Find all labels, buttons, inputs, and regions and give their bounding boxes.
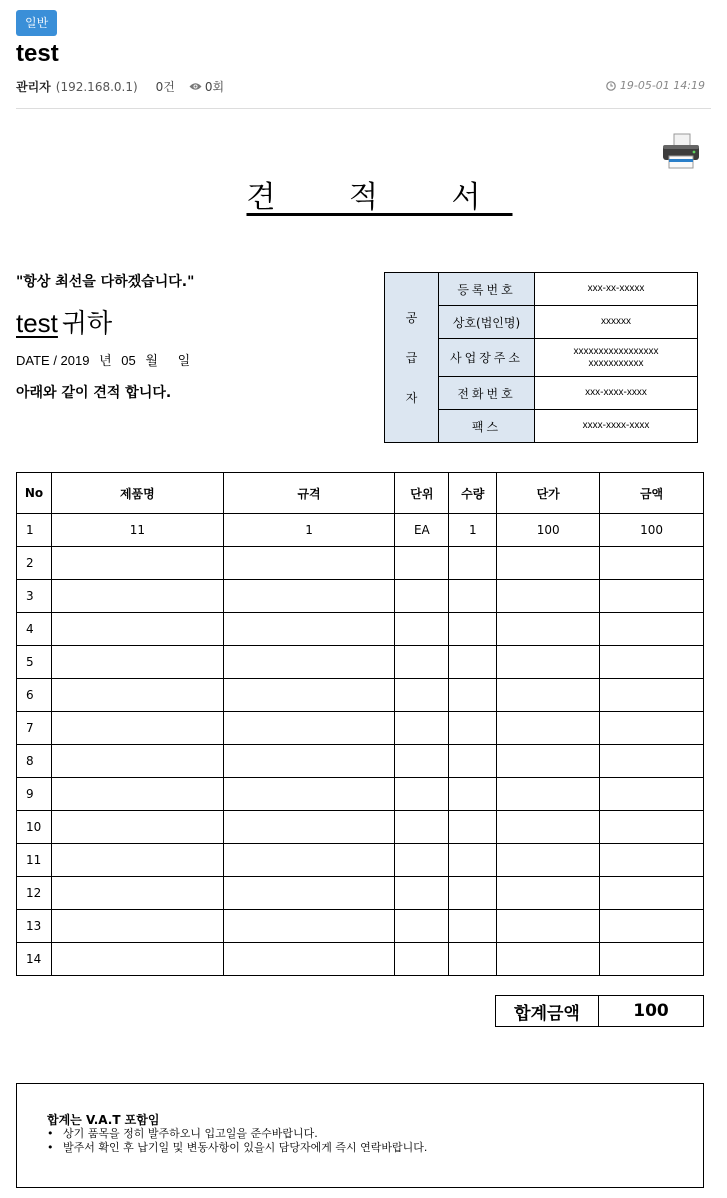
table-row [17, 679, 704, 712]
supplier-value: xxxx-xxxx-xxxx [535, 410, 698, 443]
items-table [16, 472, 704, 976]
supplier-char: 공 [405, 310, 418, 325]
comment-count: 0건 [155, 80, 175, 94]
date-month-unit: 월 [145, 353, 158, 368]
recipient-honorific: 귀하 [61, 309, 113, 339]
table-row [17, 646, 704, 679]
cell-col-spec [223, 778, 395, 811]
cell-col-product [51, 613, 223, 646]
date-year-unit: 년 [99, 353, 112, 368]
supplier-value: xxxxxx [535, 306, 698, 339]
total-table [495, 995, 704, 1027]
table-row [17, 811, 704, 844]
cell-col-no: 9 [17, 778, 52, 811]
header-col-price: 단가 [497, 473, 600, 514]
cell-col-qty [449, 844, 497, 877]
post-date-value: 19-05-01 14:19 [619, 79, 705, 92]
cell-col-no: 7 [17, 712, 52, 745]
notes-box [16, 1083, 704, 1188]
header-col-spec: 규격 [223, 473, 395, 514]
cell-col-product: 11 [51, 514, 223, 547]
cell-col-no: 13 [17, 910, 52, 943]
post-meta [16, 78, 224, 95]
supplier-label: 등록번호 [439, 273, 535, 306]
cell-col-amount [600, 679, 704, 712]
table-row [17, 844, 704, 877]
document-title-text: 견 적 서 [246, 180, 513, 215]
notes-item: • 발주서 확인 후 납기일 및 변동사항이 있을시 담당자에게 즉시 연락바랍니다. [47, 1141, 703, 1155]
cell-col-no: 11 [17, 844, 52, 877]
author-name[interactable]: 관리자 [16, 80, 51, 94]
cell-col-unit [395, 547, 449, 580]
table-row [17, 745, 704, 778]
cell-col-amount [600, 877, 704, 910]
notes-list [47, 1127, 703, 1155]
quote-intro: 아래와 같이 견적 합니다. [16, 385, 172, 401]
cell-col-amount [600, 646, 704, 679]
cell-col-product [51, 877, 223, 910]
cell-col-price [497, 778, 600, 811]
cell-col-qty [449, 580, 497, 613]
cell-col-unit [395, 646, 449, 679]
cell-col-price: 100 [497, 514, 600, 547]
cell-col-product [51, 547, 223, 580]
cell-col-no: 8 [17, 745, 52, 778]
cell-col-spec [223, 745, 395, 778]
cell-col-spec [223, 613, 395, 646]
cell-col-no: 3 [17, 580, 52, 613]
header-col-qty: 수량 [449, 473, 497, 514]
supplier-label: 사업장주소 [439, 339, 535, 377]
cell-col-amount [600, 811, 704, 844]
cell-col-amount [600, 943, 704, 976]
total-label: 합계금액 [496, 996, 599, 1027]
cell-col-unit: EA [395, 514, 449, 547]
table-row [17, 943, 704, 976]
cell-col-no: 1 [17, 514, 52, 547]
table-row [17, 613, 704, 646]
view-count-value: 0회 [204, 80, 225, 94]
cell-col-qty [449, 811, 497, 844]
items-header-row [17, 473, 704, 514]
cell-col-price [497, 943, 600, 976]
cell-col-unit [395, 679, 449, 712]
cell-col-spec [223, 910, 395, 943]
header-col-unit: 단위 [395, 473, 449, 514]
cell-col-unit [395, 580, 449, 613]
post-date [606, 79, 705, 92]
supplier-char: 자 [405, 390, 418, 405]
cell-col-product [51, 580, 223, 613]
cell-col-price [497, 712, 600, 745]
supplier-table [384, 272, 698, 443]
table-row [17, 910, 704, 943]
cell-col-product [51, 943, 223, 976]
cell-col-unit [395, 943, 449, 976]
cell-col-price [497, 547, 600, 580]
date-day-unit: 일 [177, 353, 191, 368]
supplier-label: 상호(법인명) [439, 306, 535, 339]
cell-col-product [51, 910, 223, 943]
date-month: 05 [121, 353, 136, 368]
cell-col-amount [600, 580, 704, 613]
cell-col-price [497, 910, 600, 943]
supplier-label: 전화번호 [439, 377, 535, 410]
cell-col-qty [449, 778, 497, 811]
post-title: test [16, 40, 59, 67]
cell-col-unit [395, 613, 449, 646]
notes-heading: 합계는 V.A.T 포함임 [47, 1113, 160, 1127]
cell-col-no: 12 [17, 877, 52, 910]
cell-col-no: 4 [17, 613, 52, 646]
cell-col-unit [395, 811, 449, 844]
cell-col-qty [449, 877, 497, 910]
cell-col-price [497, 844, 600, 877]
cell-col-amount [600, 778, 704, 811]
cell-col-price [497, 679, 600, 712]
clock-icon [606, 81, 616, 91]
recipient [16, 303, 112, 340]
cell-col-qty [449, 943, 497, 976]
cell-col-unit [395, 712, 449, 745]
cell-col-unit [395, 778, 449, 811]
total-value: 100 [599, 996, 704, 1027]
cell-col-no: 10 [17, 811, 52, 844]
author-ip: (192.168.0.1) [55, 79, 138, 94]
cell-col-qty [449, 712, 497, 745]
category-badge[interactable]: 일반 [16, 10, 57, 36]
cell-col-amount [600, 844, 704, 877]
cell-col-price [497, 811, 600, 844]
cell-col-price [497, 613, 600, 646]
cell-col-no: 6 [17, 679, 52, 712]
cell-col-amount [600, 712, 704, 745]
cell-col-amount [600, 745, 704, 778]
cell-col-no: 14 [17, 943, 52, 976]
cell-col-product [51, 646, 223, 679]
supplier-label: 팩스 [439, 410, 535, 443]
cell-col-spec [223, 844, 395, 877]
cell-col-amount [600, 613, 704, 646]
cell-col-spec [223, 679, 395, 712]
cell-col-spec [223, 877, 395, 910]
supplier-value: xxx-xx-xxxxx [535, 273, 698, 306]
cell-col-price [497, 646, 600, 679]
table-row [17, 580, 704, 613]
cell-col-no: 2 [17, 547, 52, 580]
cell-col-price [497, 580, 600, 613]
printer-icon[interactable] [660, 133, 702, 169]
table-row [17, 712, 704, 745]
supplier-value: xxxxxxxxxxxxxxxxx xxxxxxxxxxx [535, 339, 698, 377]
cell-col-amount [600, 910, 704, 943]
header-col-amount: 금액 [600, 473, 704, 514]
cell-col-product [51, 745, 223, 778]
notes-item: • 상기 품목을 정히 발주하오니 입고일을 준수바랍니다. [47, 1127, 703, 1141]
recipient-name: test [16, 308, 58, 338]
view-count [189, 78, 224, 95]
header-col-no: No [17, 473, 52, 514]
header-col-product: 제품명 [51, 473, 223, 514]
table-row [17, 877, 704, 910]
cell-col-product [51, 811, 223, 844]
header-divider [16, 108, 711, 109]
cell-col-qty: 1 [449, 514, 497, 547]
table-row [17, 514, 704, 547]
cell-col-product [51, 679, 223, 712]
table-row [17, 778, 704, 811]
cell-col-unit [395, 745, 449, 778]
cell-col-qty [449, 547, 497, 580]
cell-col-qty [449, 646, 497, 679]
slogan: "항상 최선을 다하겠습니다." [16, 274, 195, 290]
cell-col-price [497, 745, 600, 778]
cell-col-qty [449, 613, 497, 646]
cell-col-qty [449, 745, 497, 778]
document-title [0, 172, 727, 216]
cell-col-amount [600, 547, 704, 580]
cell-col-amount: 100 [600, 514, 704, 547]
cell-col-product [51, 844, 223, 877]
cell-col-product [51, 778, 223, 811]
cell-col-product [51, 712, 223, 745]
cell-col-unit [395, 877, 449, 910]
cell-col-qty [449, 910, 497, 943]
eye-icon [189, 82, 202, 91]
cell-col-spec [223, 811, 395, 844]
cell-col-spec [223, 547, 395, 580]
cell-col-unit [395, 910, 449, 943]
supplier-value: xxx-xxxx-xxxx [535, 377, 698, 410]
quote-date [16, 350, 196, 369]
cell-col-price [497, 877, 600, 910]
cell-col-spec [223, 943, 395, 976]
supplier-char: 급 [405, 350, 418, 365]
cell-col-spec [223, 580, 395, 613]
cell-col-spec: 1 [223, 514, 395, 547]
cell-col-spec [223, 712, 395, 745]
cell-col-spec [223, 646, 395, 679]
date-prefix: DATE / 2019 [16, 353, 90, 368]
cell-col-unit [395, 844, 449, 877]
supplier-section-label [385, 273, 439, 443]
cell-col-qty [449, 679, 497, 712]
cell-col-no: 5 [17, 646, 52, 679]
table-row [17, 547, 704, 580]
